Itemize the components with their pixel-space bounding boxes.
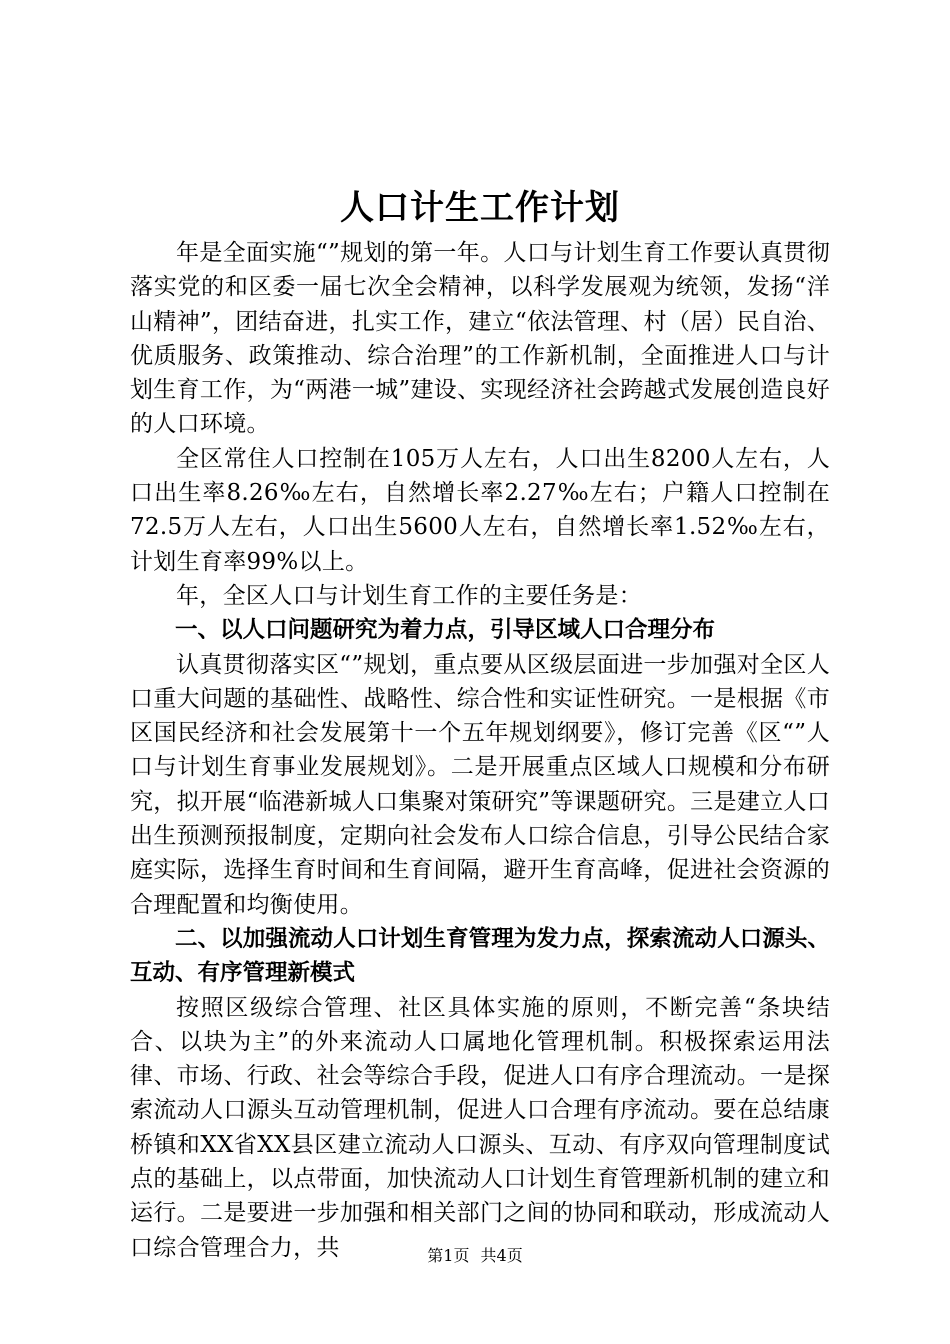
document-title: 人口计生工作计划 — [340, 188, 620, 228]
section-1-body: 认真贯彻落实区“”规划，重点要从区级层面进一步加强对全区人口重大问题的基础性、战略性、综合性和实证性研究。一是根据《市区国民经济和社会发展第十一个五年规划纲要》，修订完善《区“”人口与计划生育事业发展规划》。二是开展重点区域人口规模和分布研究，拟开展“临港新城人口集聚对策研究”等课题研究。三是建立人口出生预测预报制度，定期向社会发布人口综合信息，引导公民结合家庭实际，选择生育时间和生育间隔，避开生育高峰，促进社会资源的合理配置和均衡使用。 — [130, 651, 830, 918]
targets-paragraph: 全区常住人口控制在105万人左右，人口出生8200人左右，人口出生率8.26‰左右，自然增长率2.27‰左右；户籍人口控制在72.5万人左右，人口出生5600人左右，自然增长率1.52‰左右，计划生育率99%以上。 — [130, 445, 830, 575]
page-number: 第1页 — [427, 1246, 470, 1265]
section-1-heading: 一、以人口问题研究为着力点，引导区域人口合理分布 — [175, 617, 716, 644]
page-footer — [0, 1246, 950, 1266]
section-2-body: 按照区级综合管理、社区具体实施的原则，不断完善“条块结合、以块为主”的外来流动人口属地化管理机制。积极探索运用法律、市场、行政、社会等综合手段，促进人口有序合理流动。一是探索流动人口源头互动管理机制，促进人口合理有序流动。要在总结康桥镇和XX省XX县区建立流动人口源头、互动、有序双向管理制度试点的基础上，以点带面，加快流动人口计划生育管理新机制的建立和运行。二是要进一步加强和相关部门之间的协同和联动，形成流动人口综合管理合力，共 — [130, 994, 830, 1261]
page-total: 共4页 — [480, 1246, 523, 1265]
tasks-lead-paragraph: 年，全区人口与计划生育工作的主要任务是： — [176, 582, 642, 609]
section-2-heading: 二、以加强流动人口计划生育管理为发力点，探索流动人口源头、互动、有序管理新模式 — [130, 925, 830, 987]
intro-paragraph: 年是全面实施“”规划的第一年。人口与计划生育工作要认真贯彻落实党的和区委一届七次全会精神，以科学发展观为统领，发扬“洋山精神”，团结奋进，扎实工作，建立“依法管理、村（居）民自治、优质服务、政策推动、综合治理”的工作新机制，全面推进人口与计划生育工作，为“两港一城”建设、实现经济社会跨越式发展创造良好的人口环境。 — [130, 240, 830, 438]
document-page — [130, 180, 830, 1265]
